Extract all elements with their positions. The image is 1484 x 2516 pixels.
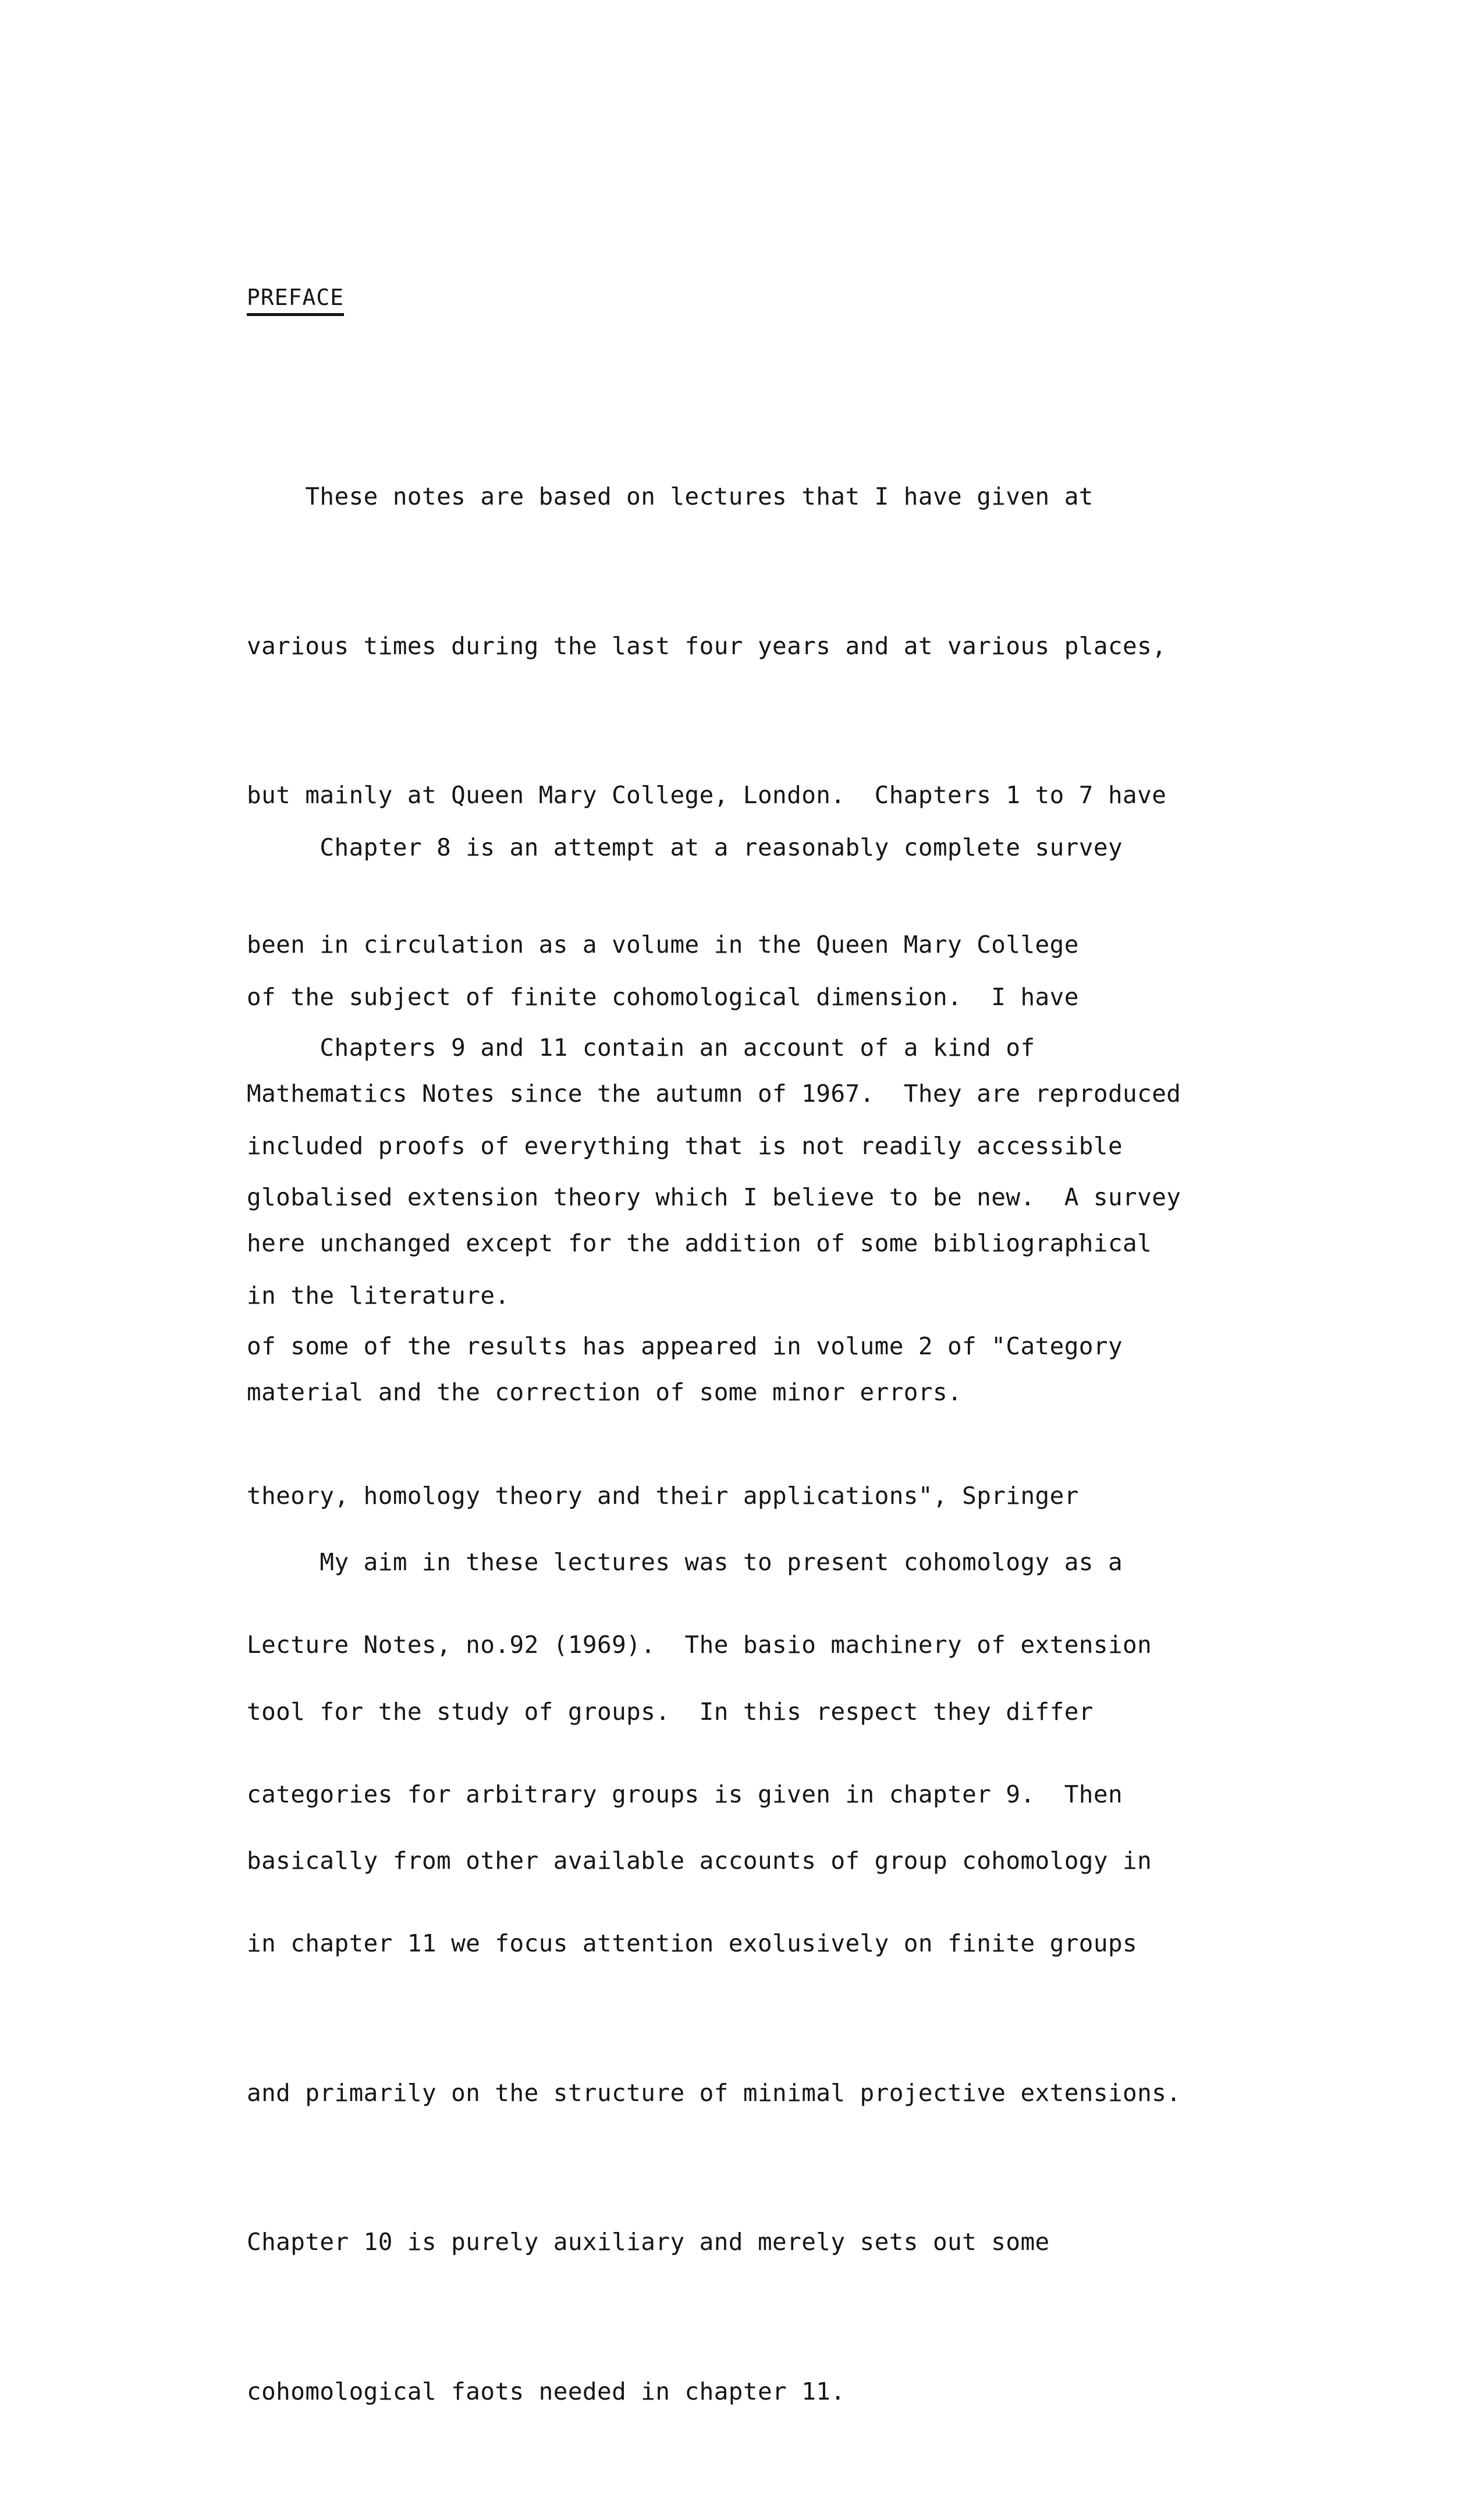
- text-line: Chapters 9 and 11 contain an account of a kind of: [247, 1034, 1035, 1062]
- text-line: of the subject of finite cohomological dimension. I have: [247, 982, 1079, 1011]
- text-line: included proofs of everything that is not readily accessible: [247, 1132, 1123, 1160]
- text-line: tool for the study of groups. In this respect they differ: [247, 1697, 1094, 1726]
- text-line: My aim in these lectures was to present cohomology as a: [247, 1548, 1123, 1576]
- page-title: PREFACE: [247, 284, 344, 316]
- text-line: cohomological faots needed in chapter 11.: [247, 2377, 846, 2405]
- text-line: Chapter 10 is purely auxiliary and merely sets out some: [247, 2228, 1050, 2256]
- text-line: in chapter 11 we focus attention exolusively on finite groups: [247, 1929, 1138, 1957]
- text-line: Lecture Notes, no.92 (1969). The basio machinery of extension: [247, 1631, 1152, 1659]
- text-line: but mainly at Queen Mary College, London. Chapters 1 to 7 have: [247, 781, 1167, 809]
- text-line: been in circulation as a volume in the Queen Mary College: [247, 930, 1079, 959]
- text-line: of some of the results has appeared in volume 2 of "Category: [247, 1332, 1123, 1360]
- text-line: various times during the last four years and at various places,: [247, 631, 1167, 660]
- text-line: categories for arbitrary groups is given in chapter 9. Then: [247, 1780, 1123, 1808]
- paragraph-aim: [247, 1438, 1152, 1986]
- text-line: in the literature.: [247, 1281, 510, 1310]
- text-line: and primarily on the structure of minimal projective extensions.: [247, 2078, 1181, 2107]
- text-line: here unchanged except for the addition of some bibliographical: [247, 1229, 1152, 1257]
- text-line: These notes are based on lectures that I have given at: [247, 482, 1094, 510]
- text-line: Chapter 8 is an attempt at a reasonably complete survey: [247, 833, 1123, 861]
- text-line: globalised extension theory which I believe to be new. A survey: [247, 1183, 1181, 1211]
- text-line: basically from other available accounts of group cohomology in: [247, 1847, 1152, 1875]
- text-line: theory, homology theory and their applications", Springer: [247, 1481, 1079, 1510]
- text-line: material and the correction of some minor errors.: [247, 1378, 963, 1406]
- text-line: Mathematics Notes since the autumn of 1967. They are reproduced: [247, 1080, 1181, 1108]
